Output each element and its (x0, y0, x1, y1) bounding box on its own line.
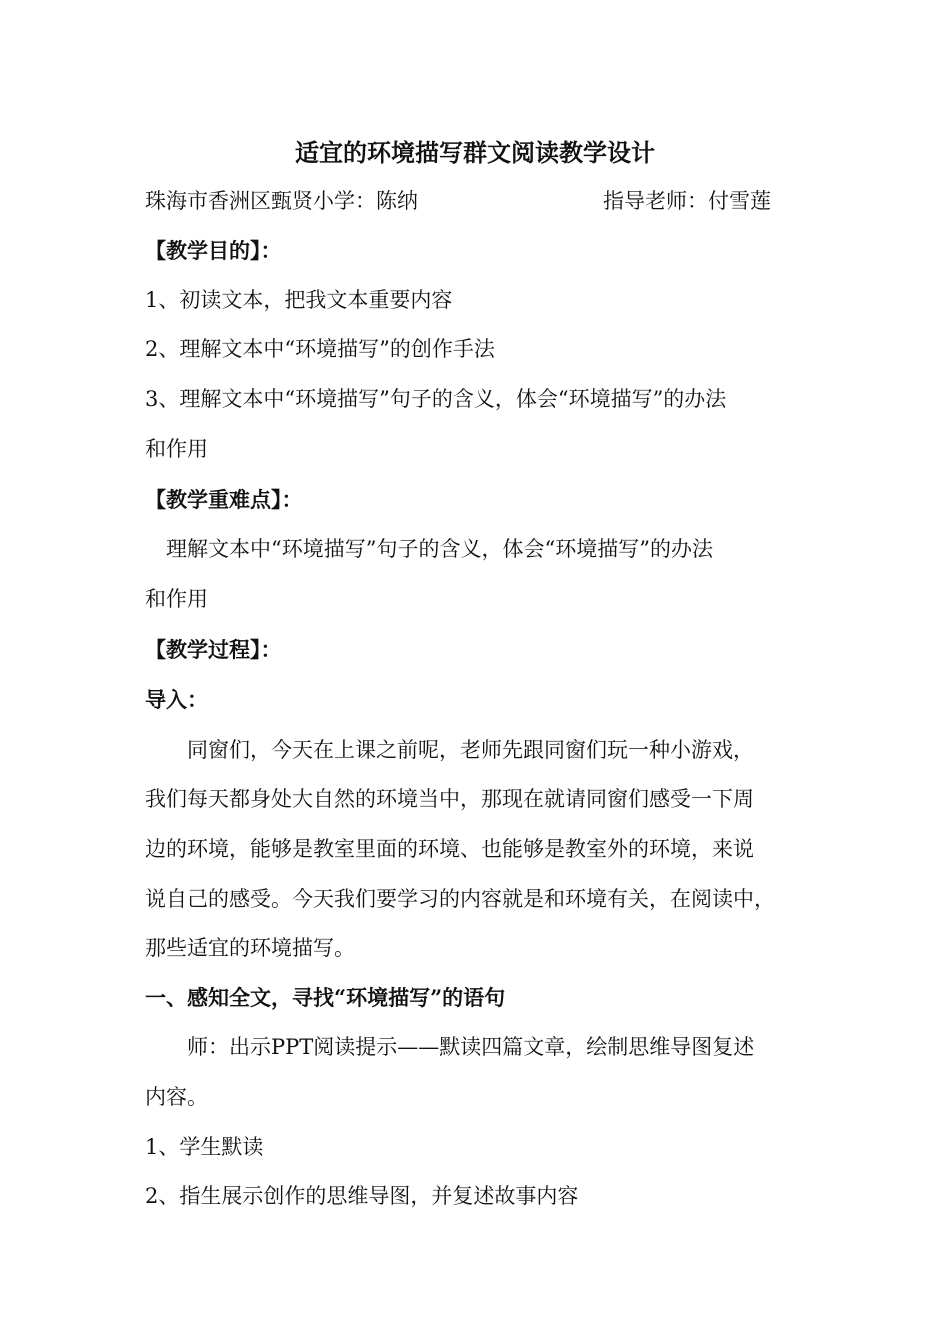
paragraph-line: 边的环境，能够是教室里面的环境、也能够是教室外的环境，来说 (145, 837, 754, 861)
document-title: 适宜的环境描写群文阅读教学设计 (295, 138, 655, 167)
paragraph-line: 同窗们，今天在上课之前呢，老师先跟同窗们玩一种小游戏， (145, 738, 754, 762)
author-text: 珠海市香洲区甄贤小学：陈纳 (145, 189, 418, 213)
paragraph-line: 3、理解文本中“环境描写”句子的含义，体会“环境描写”的办法 (145, 387, 727, 411)
paragraph-line: 说自己的感受。今天我们要学习的内容就是和环境有关，在阅读中， (145, 887, 775, 911)
paragraph-line: 和作用 (145, 587, 208, 611)
paragraph-line: 和作用 (145, 437, 208, 461)
paragraph-line: 2、理解文本中“环境描写”的创作手法 (145, 337, 495, 361)
author-info-line (145, 186, 825, 216)
paragraph-line: 师：出示PPT阅读提示——默读四篇文章，绘制思维导图复述 (145, 1035, 755, 1059)
paragraph-line: 1、初读文本，把我文本重要内容 (145, 288, 453, 312)
paragraph-line: 那些适宜的环境描写。 (145, 936, 355, 960)
heading-teaching-process: 【教学过程】： (145, 637, 282, 662)
paragraph-line: 2、指生展示创作的思维导图，并复述故事内容 (145, 1184, 579, 1208)
paragraph-line: 内容。 (145, 1085, 208, 1109)
heading-section-one: 一、感知全文，寻找“环境描写”的语句 (145, 985, 506, 1010)
paragraph-line: 1、学生默读 (145, 1135, 264, 1159)
paragraph-line: 理解文本中“环境描写”句子的含义，体会“环境描写”的办法 (145, 537, 713, 561)
heading-teaching-objectives: 【教学目的】： (145, 238, 282, 263)
advisor-text: 指导老师：付雪莲 (603, 189, 771, 213)
heading-introduction: 导入： (145, 687, 208, 712)
paragraph-line: 我们每天都身处大自然的环境当中，那现在就请同窗们感受一下周 (145, 787, 754, 811)
heading-key-difficulties: 【教学重难点】： (145, 487, 303, 512)
